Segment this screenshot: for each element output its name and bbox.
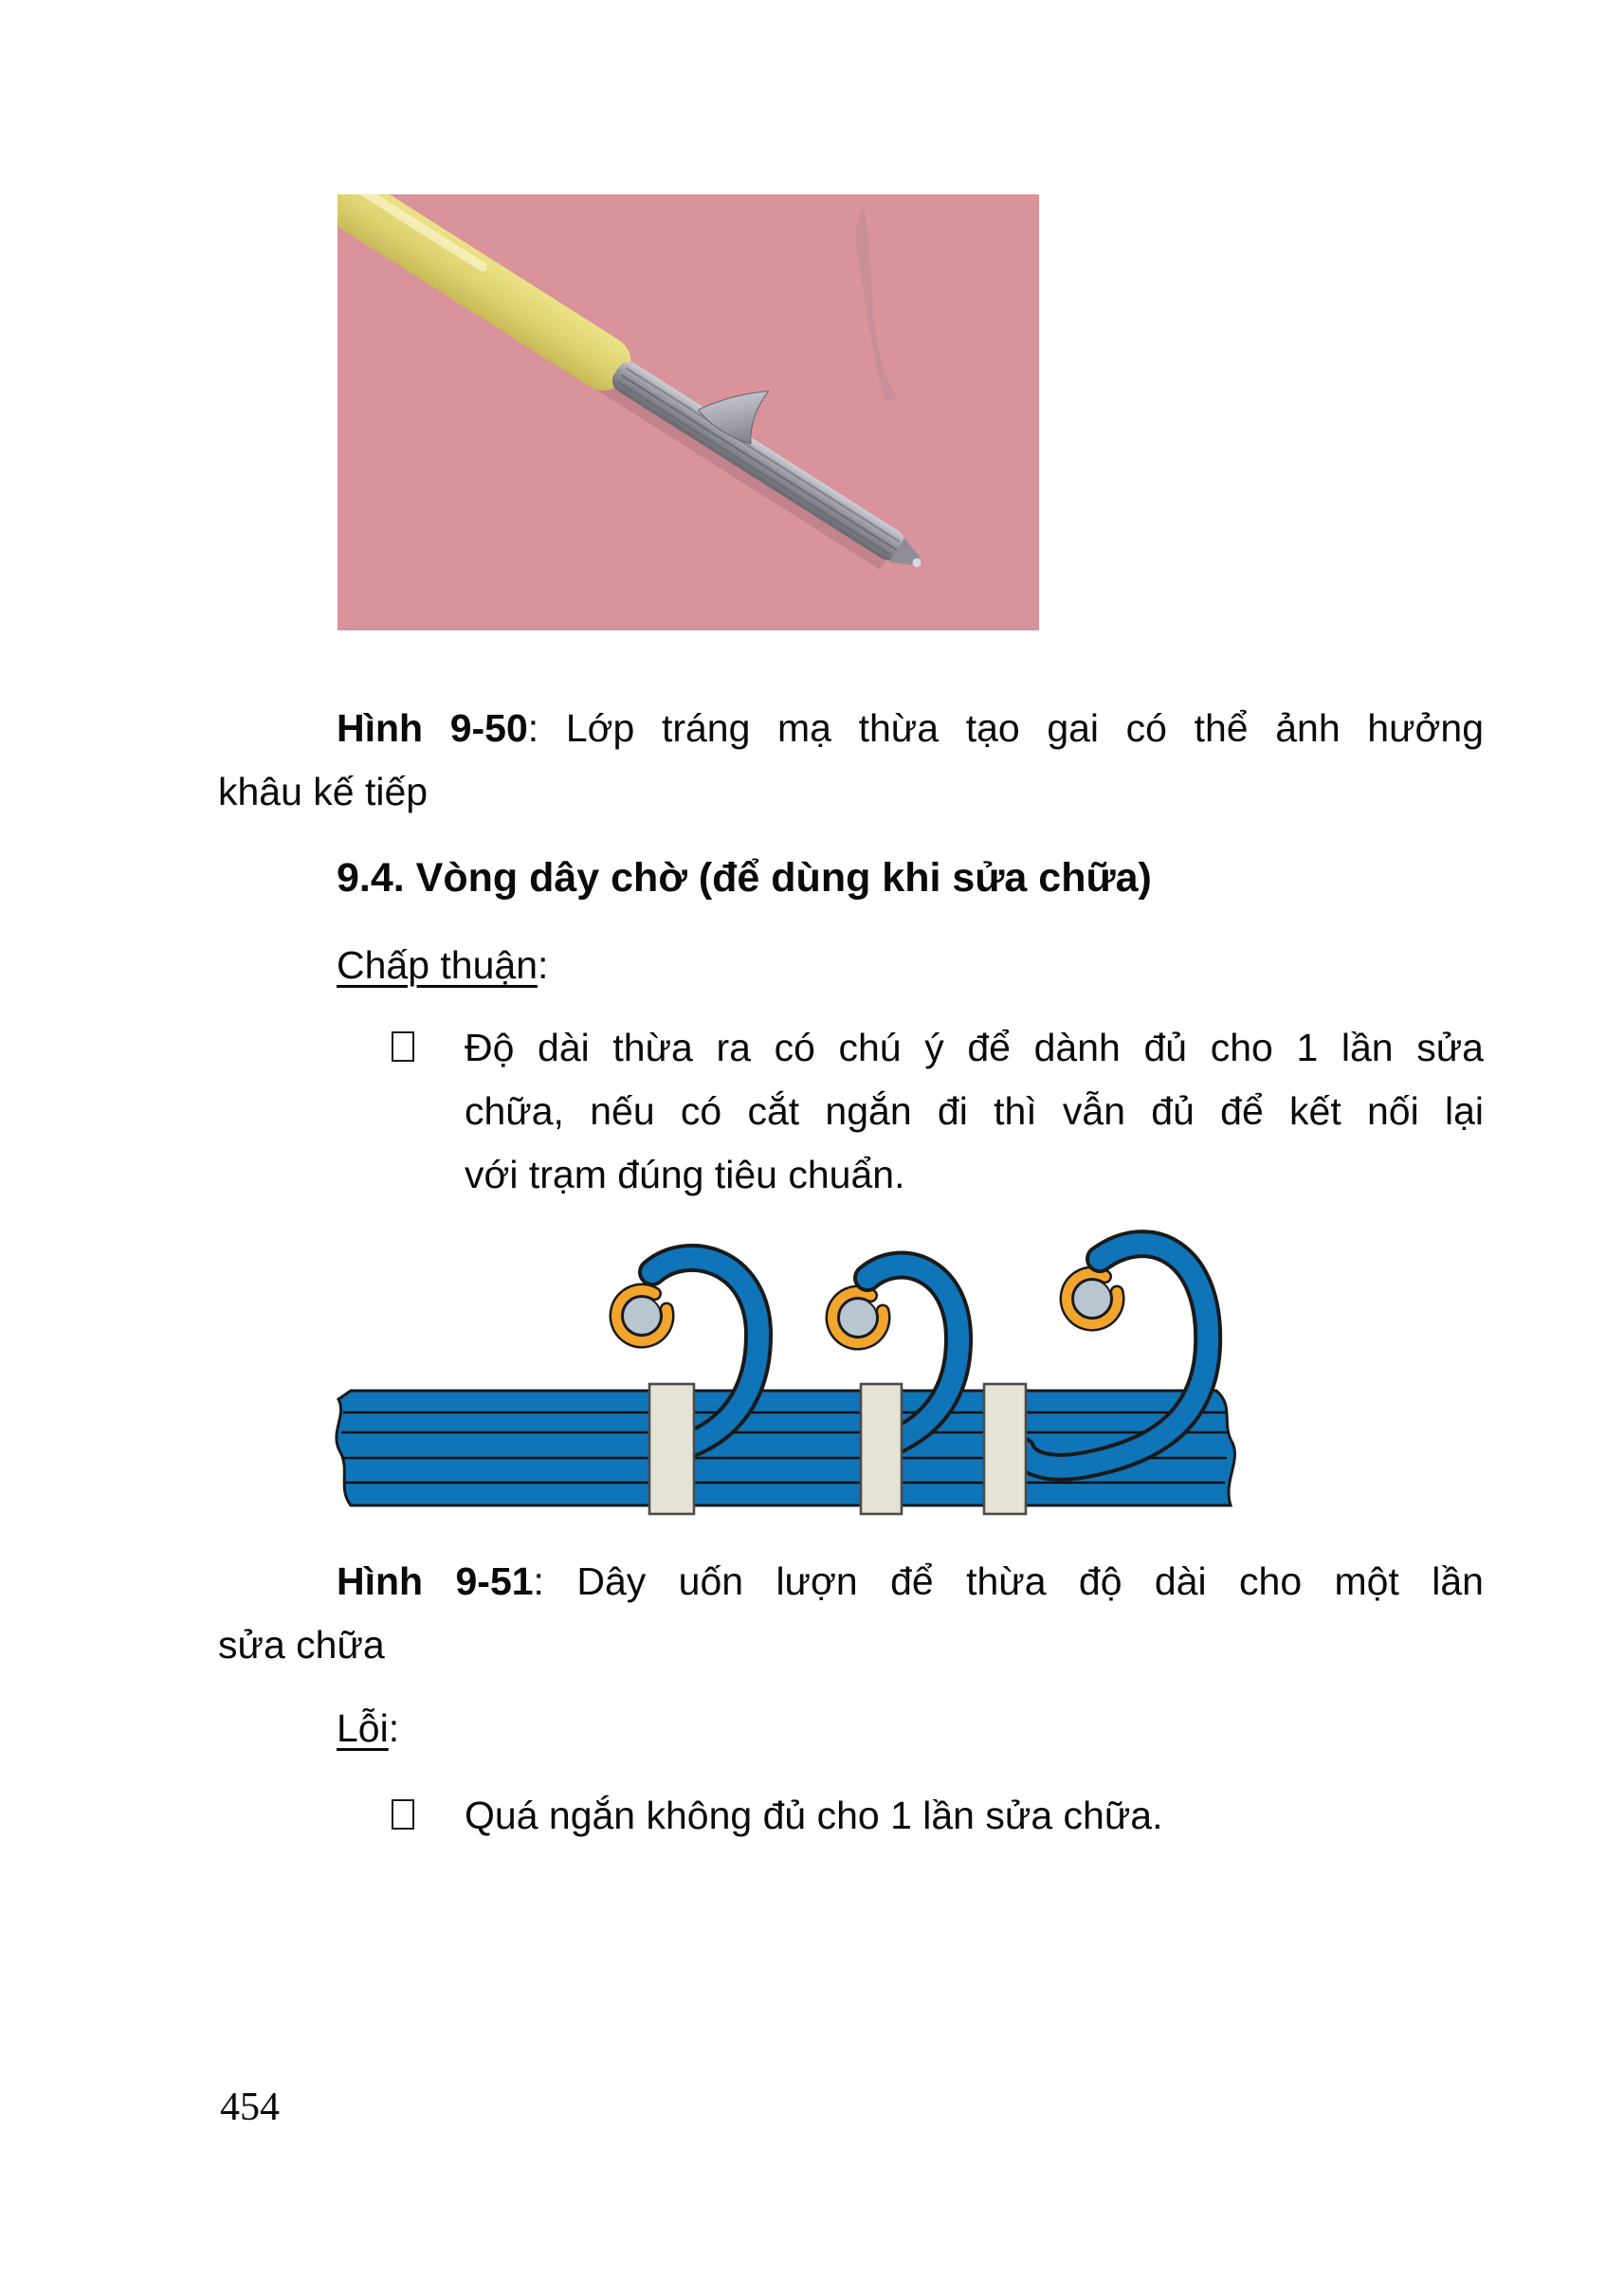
figure-9-50-caption-line1	[337, 697, 1484, 760]
terminal-2	[832, 1292, 884, 1343]
terminal-1	[616, 1290, 667, 1341]
figure-9-51-caption-text: : Dây uốn lượn để thừa độ dài cho một lần	[533, 1559, 1484, 1603]
bullet-line: với trạm đúng tiêu chuẩn.	[465, 1153, 905, 1196]
figure-9-51-caption-line2: sửa chữa	[218, 1623, 385, 1667]
error-label-text: Lỗi	[337, 1706, 389, 1750]
approve-label	[337, 934, 548, 997]
cable-tie-1	[649, 1384, 694, 1514]
empty-square-bullet-icon	[392, 1799, 414, 1830]
bullet-line: Độ dài thừa ra có chú ý để dành đủ cho 1 lần sửa	[465, 1026, 1484, 1069]
page-number: 454	[220, 2086, 280, 2129]
section-heading: 9.4. Vòng dây chờ (để dùng khi sửa chữa)	[337, 855, 1152, 901]
approve-label-colon: :	[538, 943, 549, 987]
service-loop-illustration	[313, 1213, 1261, 1536]
figure-9-50-caption-text: : Lớp tráng mạ thừa tạo gai có thể ảnh hưởng	[527, 706, 1485, 750]
approve-bullet-item	[465, 1016, 1484, 1207]
approve-label-text: Chấp thuận	[337, 943, 538, 987]
figure-9-51-caption-label: Hình 9-51	[337, 1559, 534, 1603]
error-label-colon: :	[388, 1706, 400, 1750]
empty-square-bullet-icon	[392, 1031, 414, 1062]
bullet-line: Quá ngắn không đủ cho 1 lần sửa chữa.	[465, 1794, 1163, 1837]
cable-tie-3	[984, 1384, 1026, 1514]
figure-9-50-caption-label: Hình 9-50	[337, 706, 528, 750]
terminal-3	[1067, 1273, 1118, 1324]
figure-9-50-photo	[338, 194, 1039, 630]
error-bullet-item	[465, 1784, 1484, 1848]
figure-9-51-caption-line1	[337, 1550, 1484, 1613]
bullet-line: chữa, nếu có cắt ngắn đi thì vẫn đủ để kết nối lại	[465, 1089, 1484, 1133]
error-label	[337, 1697, 399, 1760]
figure-9-50-caption-line2: khâu kế tiếp	[218, 770, 429, 813]
figure-9-51-diagram	[313, 1213, 1261, 1536]
wire-photo-illustration	[338, 194, 1039, 630]
cable-tie-2	[861, 1384, 902, 1514]
